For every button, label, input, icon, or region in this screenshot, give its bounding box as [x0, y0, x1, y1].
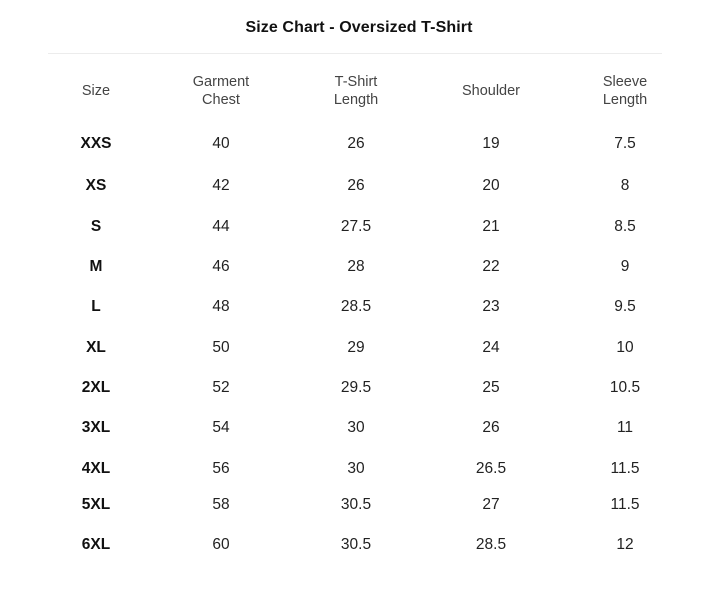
table-cell-tshirt-length: 30.5: [340, 536, 372, 553]
column-header-sleeve-length: Sleeve Length: [602, 74, 648, 108]
table-cell-sleeve-length: 8: [620, 177, 630, 194]
table-cell-sleeve-length: 11.5: [610, 460, 640, 477]
table-cell-garment-chest: 46: [212, 258, 230, 275]
table-cell-shoulder: 24: [482, 339, 500, 356]
table-cell-garment-chest: 42: [212, 177, 230, 194]
size-label: 6XL: [81, 536, 111, 553]
table-cell-tshirt-length: 30.5: [340, 496, 372, 513]
table-cell-sleeve-length: 11.5: [610, 496, 640, 513]
column-header-size: Size: [81, 83, 111, 99]
table-cell-sleeve-length: 7.5: [614, 135, 636, 152]
table-cell-garment-chest: 52: [212, 379, 230, 396]
size-label: 5XL: [81, 496, 111, 513]
table-cell-shoulder: 26.5: [475, 460, 507, 477]
table-cell-sleeve-length: 10.5: [609, 379, 641, 396]
table-cell-tshirt-length: 28.5: [340, 298, 372, 315]
size-label: XXS: [80, 135, 112, 152]
size-label: XS: [85, 177, 107, 194]
size-label: 2XL: [81, 379, 111, 396]
table-cell-shoulder: 21: [482, 218, 500, 235]
table-cell-sleeve-length: 10: [616, 339, 634, 356]
table-cell-shoulder: 20: [482, 177, 500, 194]
table-cell-shoulder: 27: [482, 496, 500, 513]
table-cell-sleeve-length: 9: [620, 258, 630, 275]
table-cell-tshirt-length: 26: [347, 135, 365, 152]
size-label: M: [89, 258, 103, 275]
table-cell-shoulder: 19: [482, 135, 500, 152]
column-header-shoulder: Shoulder: [461, 83, 521, 99]
table-cell-sleeve-length: 11: [616, 419, 634, 436]
table-cell-garment-chest: 60: [212, 536, 230, 553]
size-label: XL: [86, 339, 106, 356]
table-cell-garment-chest: 54: [212, 419, 230, 436]
table-cell-garment-chest: 58: [212, 496, 230, 513]
size-label: S: [90, 218, 102, 235]
table-cell-shoulder: 25: [482, 379, 500, 396]
table-cell-shoulder: 28.5: [475, 536, 507, 553]
column-header-garment-chest: Garment Chest: [192, 74, 250, 108]
table-cell-shoulder: 26: [482, 419, 500, 436]
table-cell-sleeve-length: 12: [616, 536, 634, 553]
size-label: 4XL: [81, 460, 111, 477]
table-cell-garment-chest: 48: [212, 298, 230, 315]
size-label: L: [91, 298, 101, 315]
table-cell-garment-chest: 40: [212, 135, 230, 152]
table-cell-sleeve-length: 8.5: [614, 218, 636, 235]
table-cell-garment-chest: 50: [212, 339, 230, 356]
table-cell-garment-chest: 44: [212, 218, 230, 235]
table-cell-tshirt-length: 26: [347, 177, 365, 194]
column-header-tshirt-length: T-Shirt Length: [333, 74, 379, 108]
table-cell-sleeve-length: 9.5: [614, 298, 636, 315]
table-cell-tshirt-length: 28: [347, 258, 365, 275]
table-cell-shoulder: 23: [482, 298, 500, 315]
table-cell-tshirt-length: 29: [347, 339, 365, 356]
page-title: Size Chart - Oversized T-Shirt: [245, 19, 473, 36]
table-cell-tshirt-length: 30: [347, 419, 365, 436]
table-cell-garment-chest: 56: [212, 460, 230, 477]
table-cell-tshirt-length: 27.5: [340, 218, 372, 235]
title-divider: [48, 53, 662, 54]
size-label: 3XL: [81, 419, 111, 436]
table-cell-tshirt-length: 30: [347, 460, 365, 477]
table-cell-tshirt-length: 29.5: [340, 379, 372, 396]
table-cell-shoulder: 22: [482, 258, 500, 275]
